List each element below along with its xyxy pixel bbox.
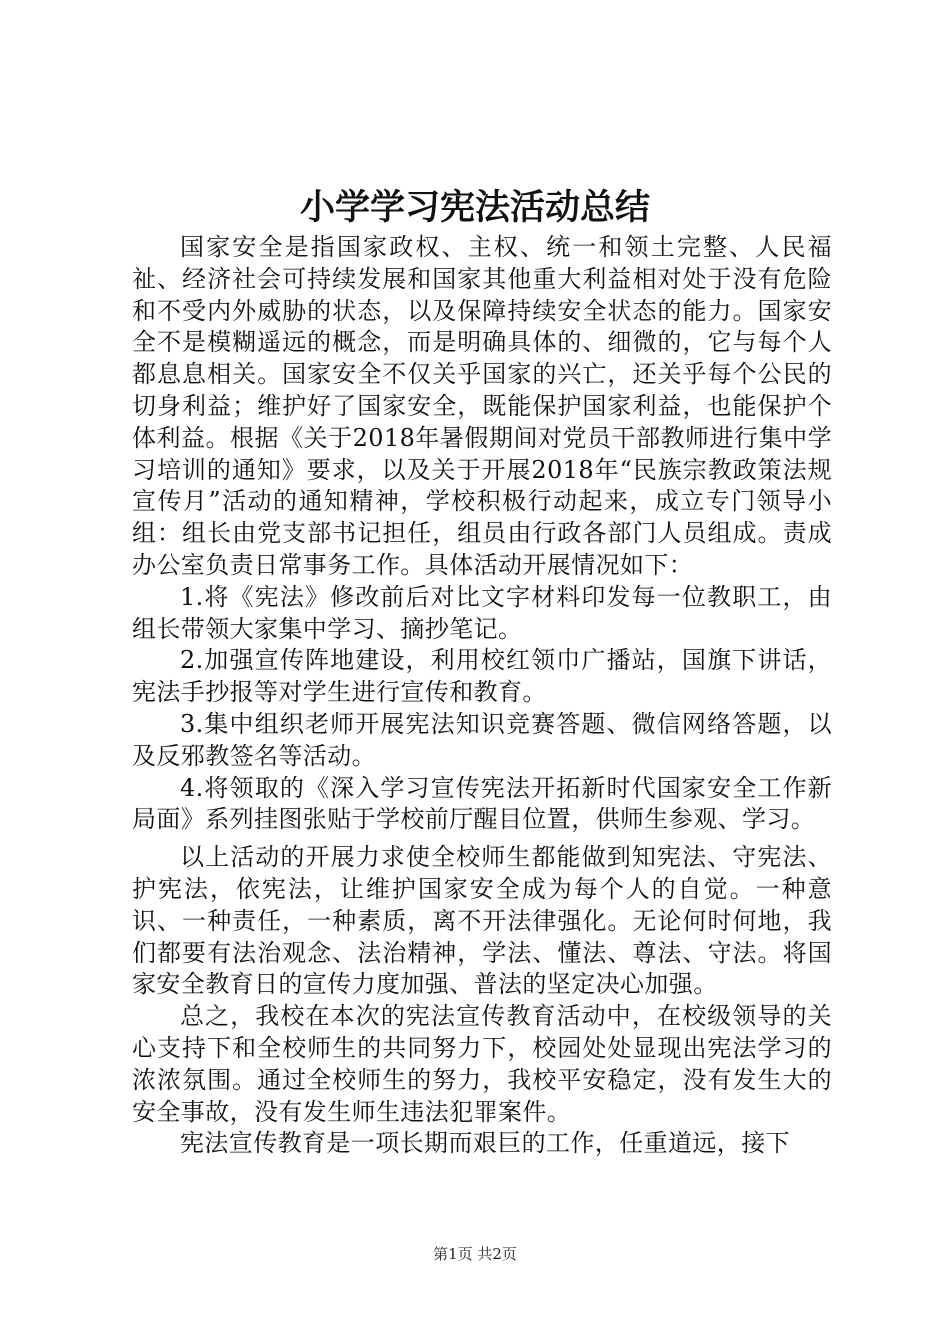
paragraph-item-3: 3.集中组织老师开展宪法知识竞赛答题、微信网络答题，以及反邪教签名等活动。	[132, 709, 832, 770]
paragraph-item-2: 2.加强宣传阵地建设，利用校红领巾广播站，国旗下讲话，宪法手抄报等对学生进行宣传和教育。	[132, 646, 832, 707]
page-number-footer: 第1页 共2页	[433, 1245, 517, 1263]
paragraph-outlook: 宪法宣传教育是一项长期而艰巨的工作，任重道远，接下	[180, 1129, 790, 1158]
document-title: 小学学习宪法活动总结	[299, 187, 650, 228]
paragraph-summary: 以上活动的开展力求使全校师生都能做到知宪法、守宪法、护宪法，依宪法，让维护国家安全成为每个人的自觉。一种意识、一种责任，一种素质，离不开法律强化。无论何时何地，我们都要有法治观念、法治精神，学法、懂法、尊法、守法。将国家安全教育日的宣传力度加强、普法的坚定决心加强。	[132, 843, 832, 999]
paragraph-intro: 国家安全是指国家政权、主权、统一和领土完整、人民福祉、经济社会可持续发展和国家其他重大利益相对处于没有危险和不受内外威胁的状态，以及保障持续安全状态的能力。国家安全不是模糊遥远的概念，而是明确具体的、细微的，它与每个人都息息相关。国家安全不仅关乎国家的兴亡，还关乎每个公民的切身利益；维护好了国家安全，既能保护国家利益，也能保护个体利益。根据《关于2018年暑假期间对党员干部教师进行集中学习培训的通知》要求，以及关于开展2018年“民族宗教政策法规宣传月”活动的通知精神，学校积极行动起来，成立专门领导小组：组长由党支部书记担任，组员由行政各部门人员组成。责成办公室负责日常事务工作。具体活动开展情况如下：	[132, 233, 832, 579]
paragraph-item-4: 4.将领取的《深入学习宣传宪法开拓新时代国家安全工作新局面》系列挂图张贴于学校前厅醒目位置，供师生参观、学习。	[132, 773, 832, 834]
document-body	[132, 232, 832, 1160]
paragraph-conclusion: 总之，我校在本次的宪法宣传教育活动中，在校级领导的关心支持下和全校师生的共同努力下，校园处处显现出宪法学习的浓浓氛围。通过全校师生的努力，我校平安稳定，没有发生大的安全事故，没有发生师生违法犯罪案件。	[132, 1002, 832, 1126]
paragraph-item-1: 1.将《宪法》修改前后对比文字材料印发每一位教职工，由组长带领大家集中学习、摘抄笔记。	[132, 582, 832, 643]
